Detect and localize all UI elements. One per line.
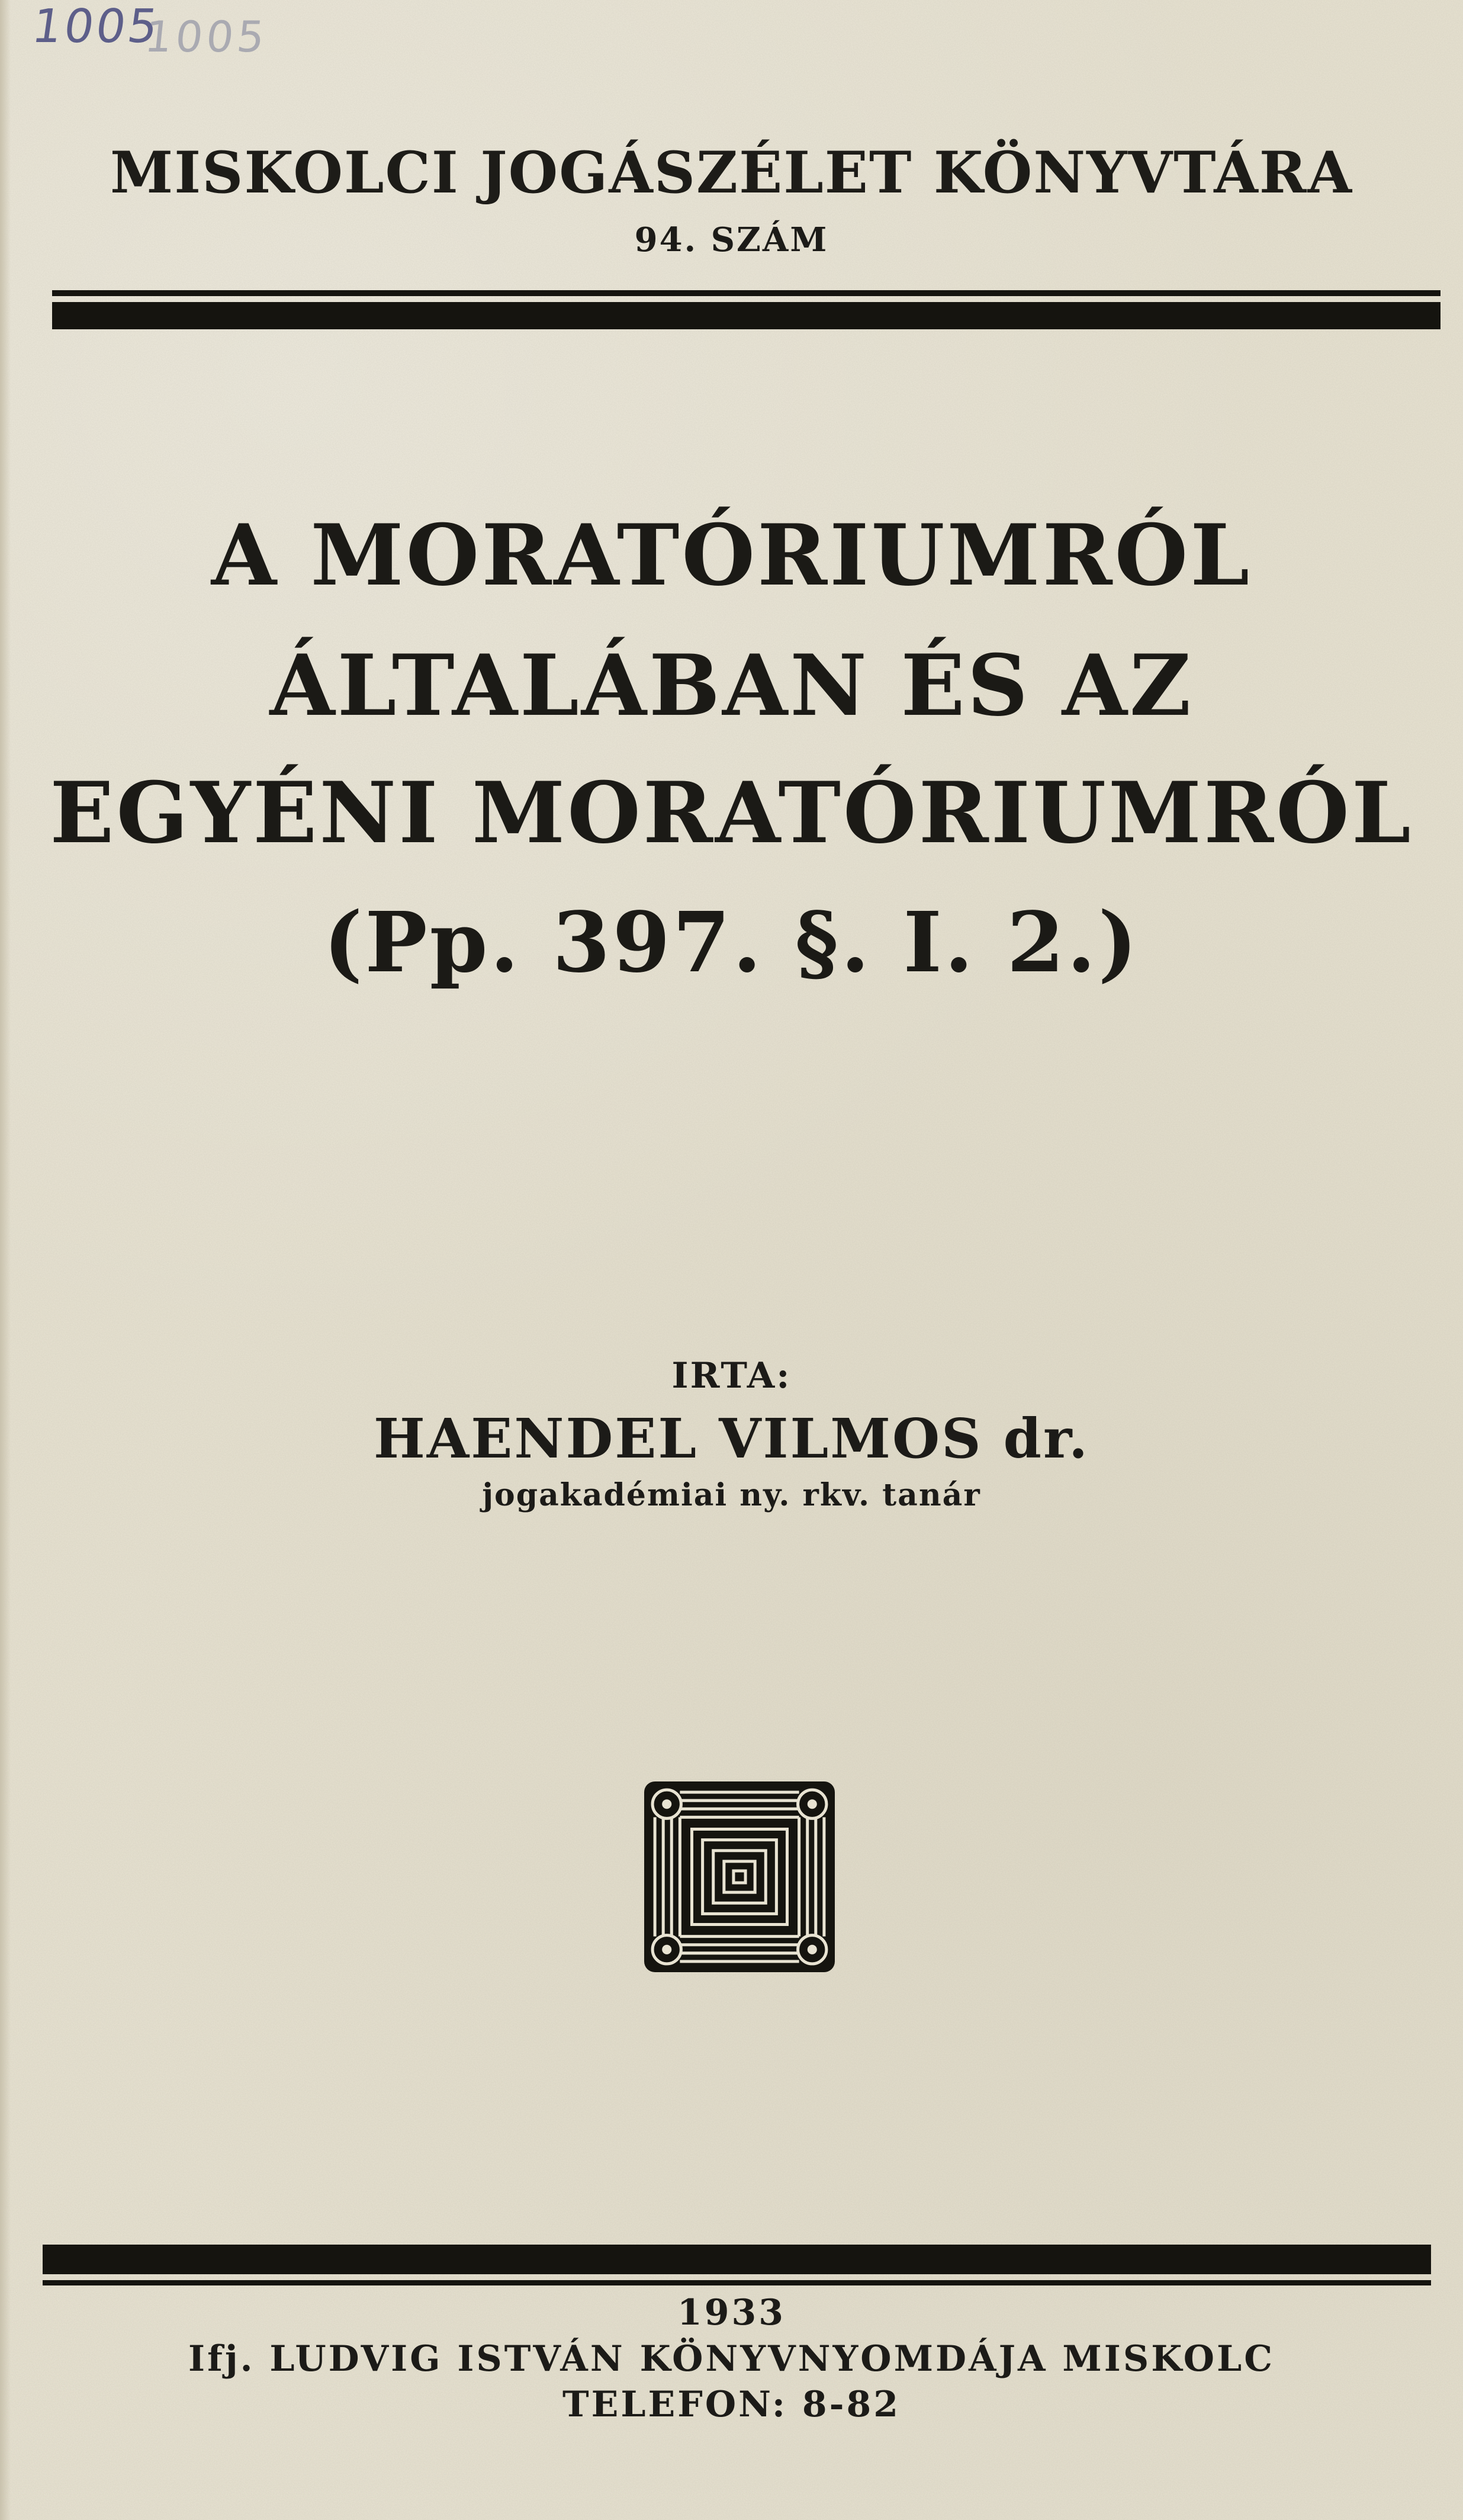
page-edge-shadow (0, 0, 11, 2520)
printer-name: Ifj. LUDVIG ISTVÁN KÖNYVNYOMDÁJA MISKOLC (188, 2338, 1275, 2380)
author-name: HAENDEL VILMOS dr. (373, 1407, 1090, 1471)
book-title-line-3: EGYÉNI MORATÓRIUMRÓL (50, 764, 1413, 862)
author-intro: IRTA: (671, 1355, 792, 1397)
printer-phone: TELEFON: 8-82 (562, 2384, 901, 2425)
handwritten-shelf-mark: 1005 (28, 0, 163, 53)
bottom-rule-thin (43, 2280, 1431, 2285)
author-position: jogakadémiai ny. rkv. tanár (482, 1477, 981, 1513)
series-number: 94. SZÁM (634, 220, 829, 259)
bottom-rule-thick (43, 2245, 1431, 2274)
top-rule-thin (52, 290, 1441, 296)
book-title-line-1: A MORATÓRIUMRÓL (211, 506, 1252, 605)
top-rule-thick (52, 302, 1441, 329)
series-title: MISKOLCI JOGÁSZÉLET KÖNYVTÁRA (110, 139, 1353, 206)
decorative-square-ornament-icon (644, 1781, 835, 1972)
book-title-citation: (Pp. 397. §. I. 2.) (323, 894, 1140, 991)
book-title-line-2: ÁLTALÁBAN ÉS AZ (269, 637, 1194, 735)
handwritten-shelf-mark-faint: 1005 (142, 12, 271, 62)
publication-year: 1933 (677, 2292, 786, 2333)
